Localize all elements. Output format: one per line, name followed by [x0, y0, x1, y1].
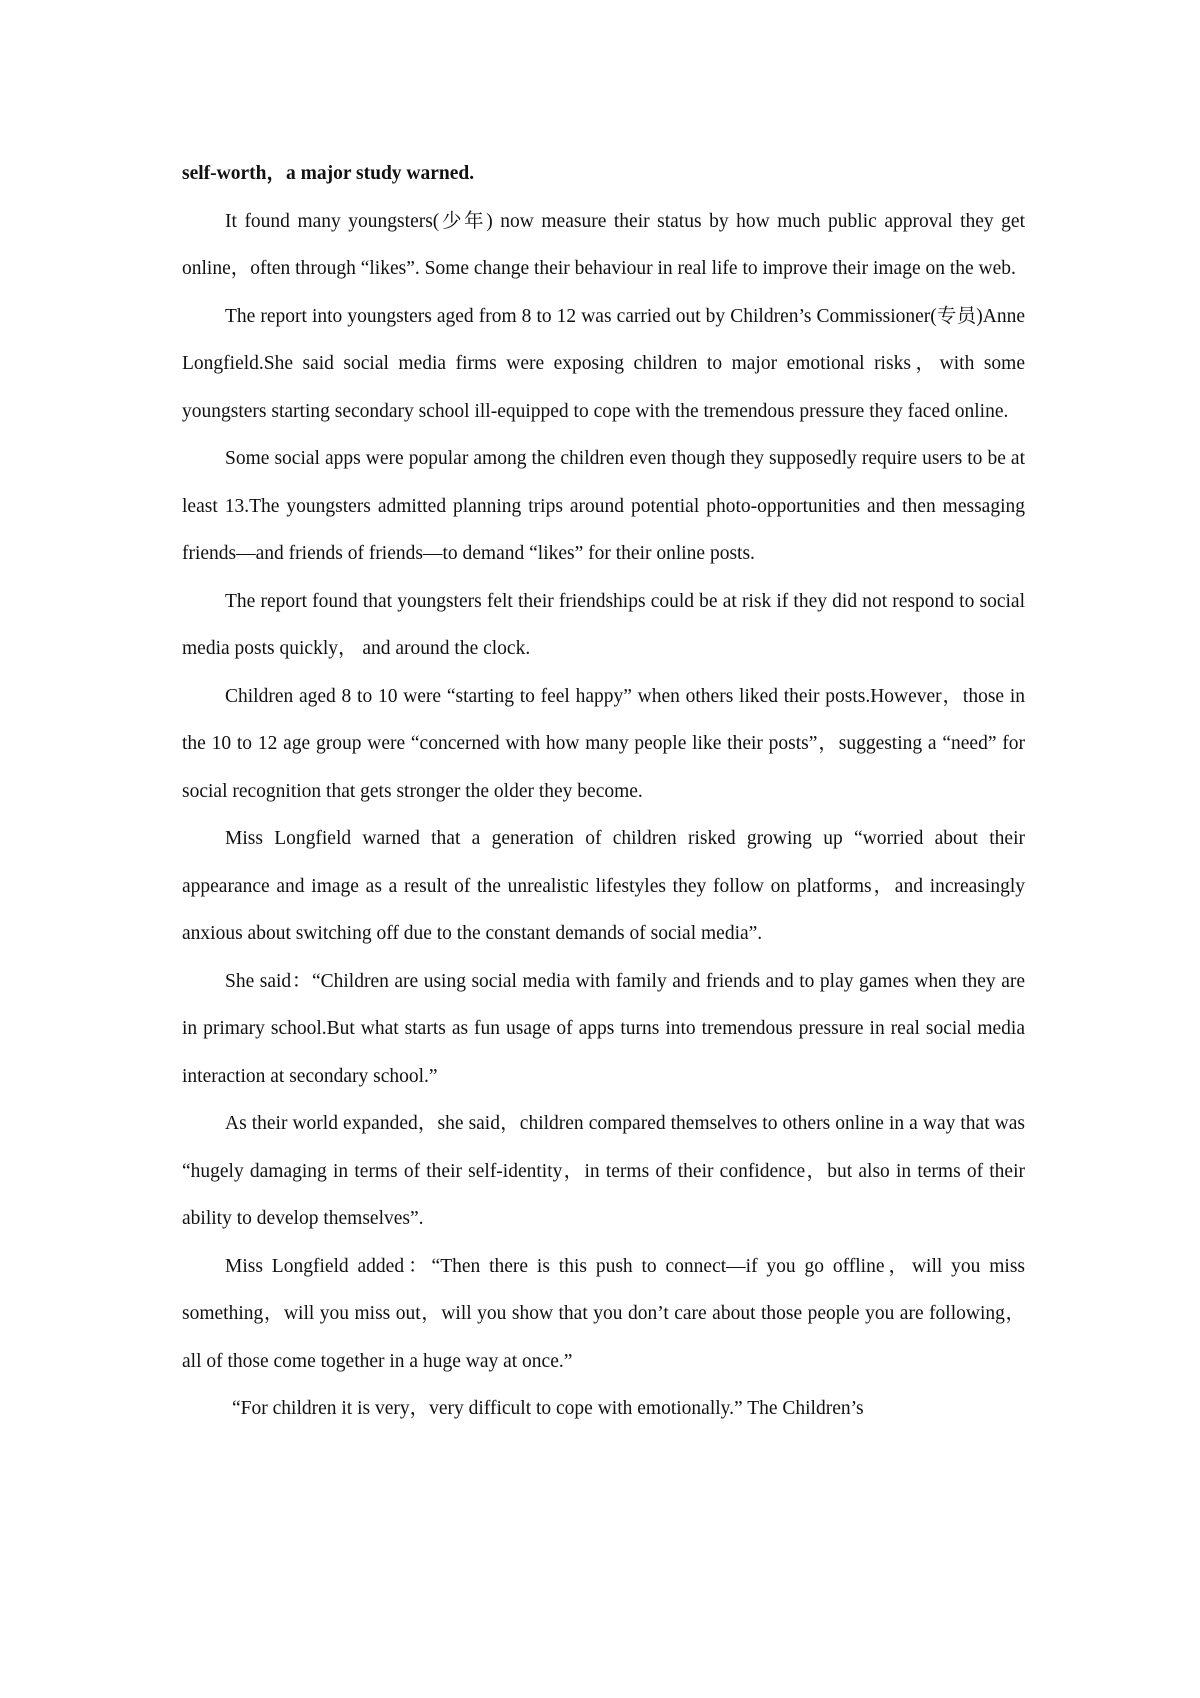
paragraph-cope-emotionally: “For children it is very，very difficult to cope with emotionally.” The Children’s	[232, 1398, 864, 1419]
paragraph-world-expanded: As their world expanded，she said，children compared themselves to others online in a way that was “hugely damaging in terms of their self-identity，in terms of their confidence，but also in terms of their ability to develop themselves”.	[182, 1113, 1025, 1229]
document-page	[182, 150, 1025, 1433]
paragraph-age-groups: Children aged 8 to 10 were “starting to feel happy” when others liked their posts.However，those in the 10 to 12 age group were “concerned with how many people like their posts”，suggesting a “need” for social recognition that gets stronger the older they become.	[182, 685, 1025, 802]
paragraph-friendships-risk: The report found that youngsters felt their friendships could be at risk if they did not respond to social media posts quickly， and around the clock.	[182, 590, 1025, 659]
paragraph-report-commissioner: The report into youngsters aged from 8 to 12 was carried out by Children’s Commissioner(专员)Anne Longfield.She said social media firms were exposing children to major emotional risks，with some youngsters starting secondary school ill-equipped to cope with the tremendous pressure they faced online.	[182, 305, 1025, 422]
paragraph-lead: self-worth，a major study warned.	[182, 163, 475, 184]
paragraph-generation-warning: Miss Longfield warned that a generation of children risked growing up “worried about their appearance and image as a result of the unrealistic lifestyles they follow on platforms，and increasingly anxious about switching off due to the constant demands of social media”.	[182, 828, 1025, 944]
paragraph-likes-approval: It found many youngsters(少年) now measure their status by how much public approval they get online，often through “likes”. Some change their behaviour in real life to improve their image on the web.	[182, 210, 1025, 279]
paragraph-push-to-connect: Miss Longfield added：“Then there is this push to connect—if you go offline，will you miss something，will you miss out，will you show that you don’t care about those people you are following，all of those come together in a huge way at once.”	[182, 1255, 1025, 1372]
paragraph-social-apps: Some social apps were popular among the children even though they supposedly require users to be at least 13.The youngsters admitted planning trips around potential photo-opportunities and then messaging friends—and friends of friends—to demand “likes” for their online posts.	[182, 448, 1025, 564]
paragraph-she-said: She said：“Children are using social media with family and friends and to play games when they are in primary school.But what starts as fun usage of apps turns into tremendous pressure in real social media interaction at secondary school.”	[182, 970, 1025, 1087]
